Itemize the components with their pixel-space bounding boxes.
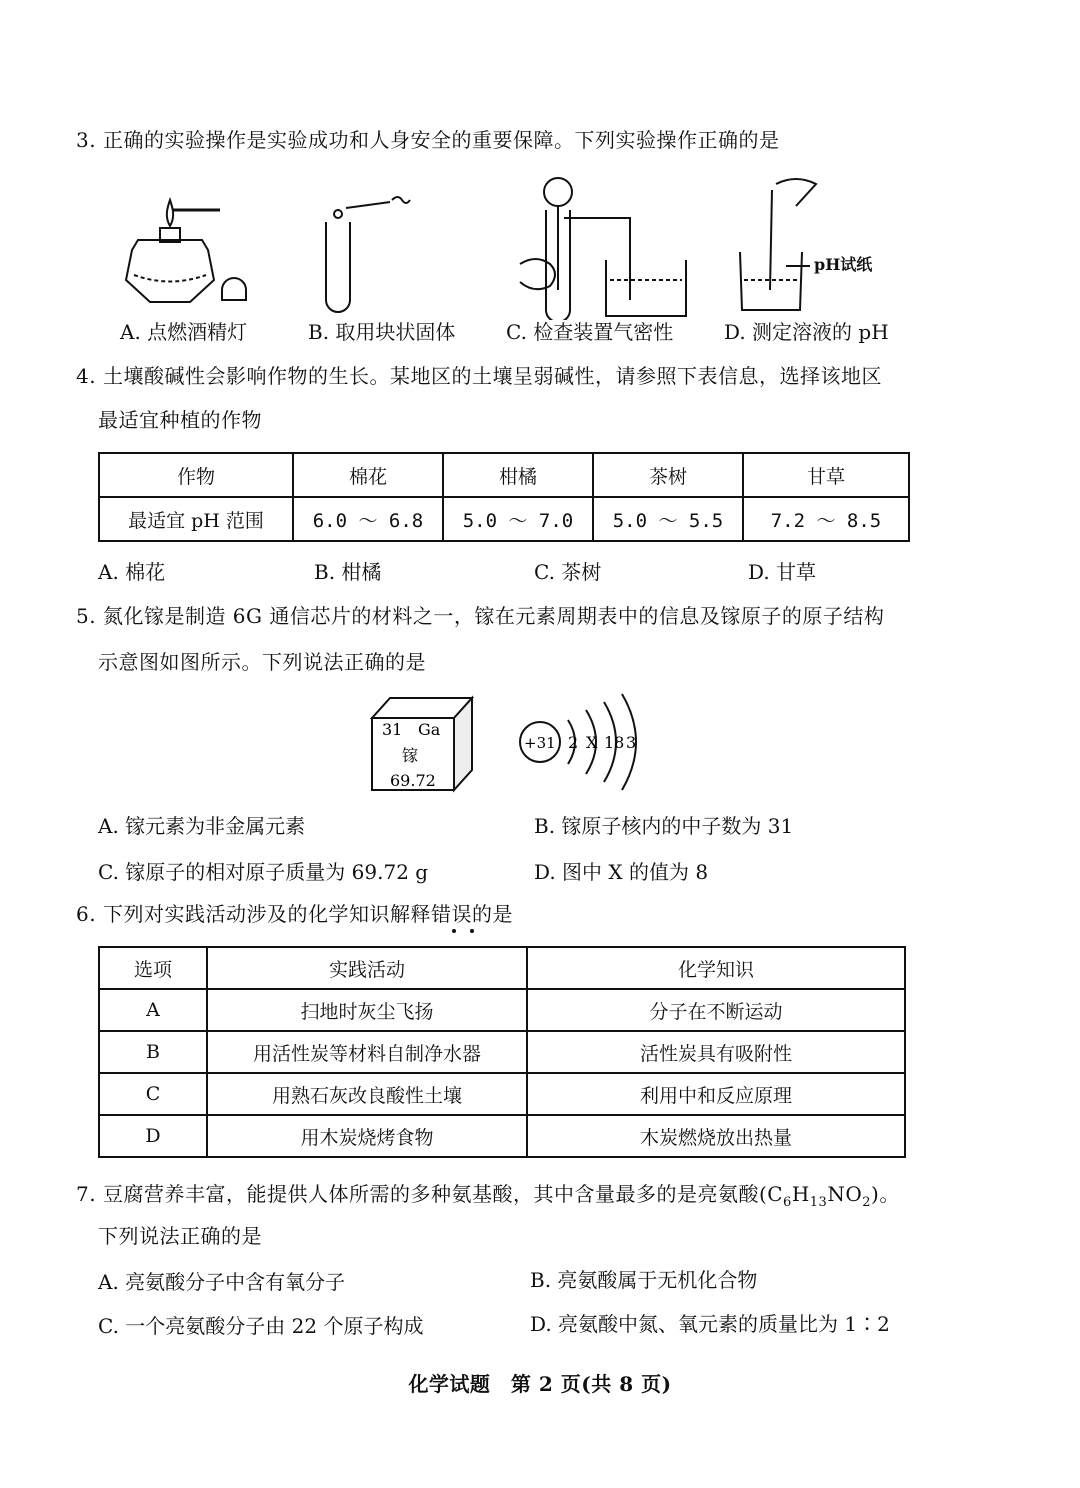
q3-option-c: C. 检查装置气密性 xyxy=(506,320,674,344)
table-cell: 分子在不断运动 xyxy=(527,989,905,1031)
table-row xyxy=(99,947,905,989)
q5-option-d: D. 图中 X 的值为 8 xyxy=(534,860,709,884)
q7-stem-line1 xyxy=(76,1180,900,1217)
q3-option-b: B. 取用块状固体 xyxy=(308,320,456,344)
element-name: 镓 xyxy=(402,746,419,765)
formula-part: NO xyxy=(827,1182,863,1206)
q5-stem-line1: 5. 氮化镓是制造 6G 通信芯片的材料之一，镓在元素周期表中的信息及镓原子的原子结构 xyxy=(76,604,885,628)
nucleus-charge: +31 xyxy=(524,734,556,752)
table-cell: 5.0 ～ 7.0 xyxy=(443,497,593,541)
atom-structure-figure xyxy=(510,688,650,794)
alcohol-lamp-icon xyxy=(126,200,246,302)
table-cell: 5.0 ～ 5.5 xyxy=(593,497,743,541)
table-row xyxy=(99,1073,905,1115)
q7-option-c: C. 一个亮氨酸分子由 22 个原子构成 xyxy=(98,1314,424,1338)
q7-option-d: D. 亮氨酸中氮、氧元素的质量比为 1∶2 xyxy=(530,1312,890,1336)
element-cell-figure xyxy=(368,690,478,794)
formula-subscript: 13 xyxy=(809,1195,828,1210)
table-cell: 用木炭烧烤食物 xyxy=(207,1115,527,1157)
q7-stem-end: )。 xyxy=(871,1182,900,1206)
formula-subscript: 2 xyxy=(862,1195,872,1210)
table-cell: 茶树 xyxy=(593,453,743,497)
q7-option-b: B. 亮氨酸属于无机化合物 xyxy=(530,1268,758,1292)
q5-option-a: A. 镓元素为非金属元素 xyxy=(98,814,306,838)
table-cell: A xyxy=(99,989,207,1031)
table-cell: 柑橘 xyxy=(443,453,593,497)
q5-option-b: B. 镓原子核内的中子数为 31 xyxy=(534,814,794,838)
q4-stem-line1: 4. 土壤酸碱性会影响作物的生长。某地区的土壤呈弱碱性，请参照下表信息，选择该地区 xyxy=(76,364,882,388)
table-cell: 实践活动 xyxy=(207,947,527,989)
table-cell: B xyxy=(99,1031,207,1073)
table-cell: 用熟石灰改良酸性土壤 xyxy=(207,1073,527,1115)
q6-stem: 6. 下列对实践活动涉及的化学知识解释错误的是 xyxy=(76,902,513,926)
table-cell: 化学知识 xyxy=(527,947,905,989)
table-cell: 6.0 ～ 6.8 xyxy=(293,497,443,541)
formula-part: H xyxy=(791,1182,810,1206)
table-cell: 扫地时灰尘飞扬 xyxy=(207,989,527,1031)
emphasis-dot xyxy=(452,929,456,933)
q6-table xyxy=(98,946,906,1158)
shell-3-electrons: 18 xyxy=(604,733,625,752)
q3-stem: 3. 正确的实验操作是实验成功和人身安全的重要保障。下列实验操作正确的是 xyxy=(76,128,780,152)
emphasis-dot xyxy=(470,929,474,933)
q3-option-a: A. 点燃酒精灯 xyxy=(120,320,248,344)
table-cell: 7.2 ～ 8.5 xyxy=(743,497,909,541)
q4-option-b: B. 柑橘 xyxy=(314,560,382,584)
q4-stem-line2: 最适宜种植的作物 xyxy=(98,408,262,432)
table-cell: D xyxy=(99,1115,207,1157)
q7-stem-line2: 下列说法正确的是 xyxy=(98,1224,262,1248)
formula-subscript: 6 xyxy=(783,1195,792,1210)
q3-option-d: D. 测定溶液的 pH xyxy=(724,320,889,344)
shell-2-electrons: X xyxy=(586,733,598,752)
table-cell: 用活性炭等材料自制净水器 xyxy=(207,1031,527,1073)
ph-test-icon xyxy=(740,179,816,310)
table-cell: 活性炭具有吸附性 xyxy=(527,1031,905,1073)
ph-paper-label: pH试纸 xyxy=(814,255,873,274)
element-mass: 69.72 xyxy=(390,771,436,790)
q4-option-d: D. 甘草 xyxy=(748,560,817,584)
q5-stem-line2: 示意图如图所示。下列说法正确的是 xyxy=(98,650,426,674)
table-cell: 甘草 xyxy=(743,453,909,497)
test-tube-icon xyxy=(326,197,410,312)
shell-1-electrons: 2 xyxy=(568,733,579,752)
q3-apparatus-figure xyxy=(110,170,930,320)
element-number: 31 xyxy=(382,720,403,739)
q4-option-c: C. 茶树 xyxy=(534,560,602,584)
table-cell: 利用中和反应原理 xyxy=(527,1073,905,1115)
q7-stem-text: 7. 豆腐营养丰富，能提供人体所需的多种氨基酸，其中含量最多的是亮氨酸(C xyxy=(76,1182,784,1206)
table-cell: 木炭燃烧放出热量 xyxy=(527,1115,905,1157)
table-row xyxy=(99,497,909,541)
table-row xyxy=(99,1115,905,1157)
table-cell: 作物 xyxy=(99,453,293,497)
table-cell: 最适宜 pH 范围 xyxy=(99,497,293,541)
table-cell: C xyxy=(99,1073,207,1115)
q5-option-c: C. 镓原子的相对原子质量为 69.72 g xyxy=(98,860,429,884)
element-symbol: Ga xyxy=(418,720,441,739)
table-row xyxy=(99,1031,905,1073)
airtight-check-icon xyxy=(520,178,686,320)
table-row xyxy=(99,989,905,1031)
q4-ph-table xyxy=(98,452,910,542)
page-footer: 化学试题 第 2 页(共 8 页) xyxy=(408,1372,672,1396)
q7-option-a: A. 亮氨酸分子中含有氧分子 xyxy=(98,1270,346,1294)
table-row xyxy=(99,453,909,497)
shell-4-electrons: 3 xyxy=(626,733,637,752)
table-cell: 棉花 xyxy=(293,453,443,497)
table-cell: 选项 xyxy=(99,947,207,989)
q4-option-a: A. 棉花 xyxy=(98,560,166,584)
